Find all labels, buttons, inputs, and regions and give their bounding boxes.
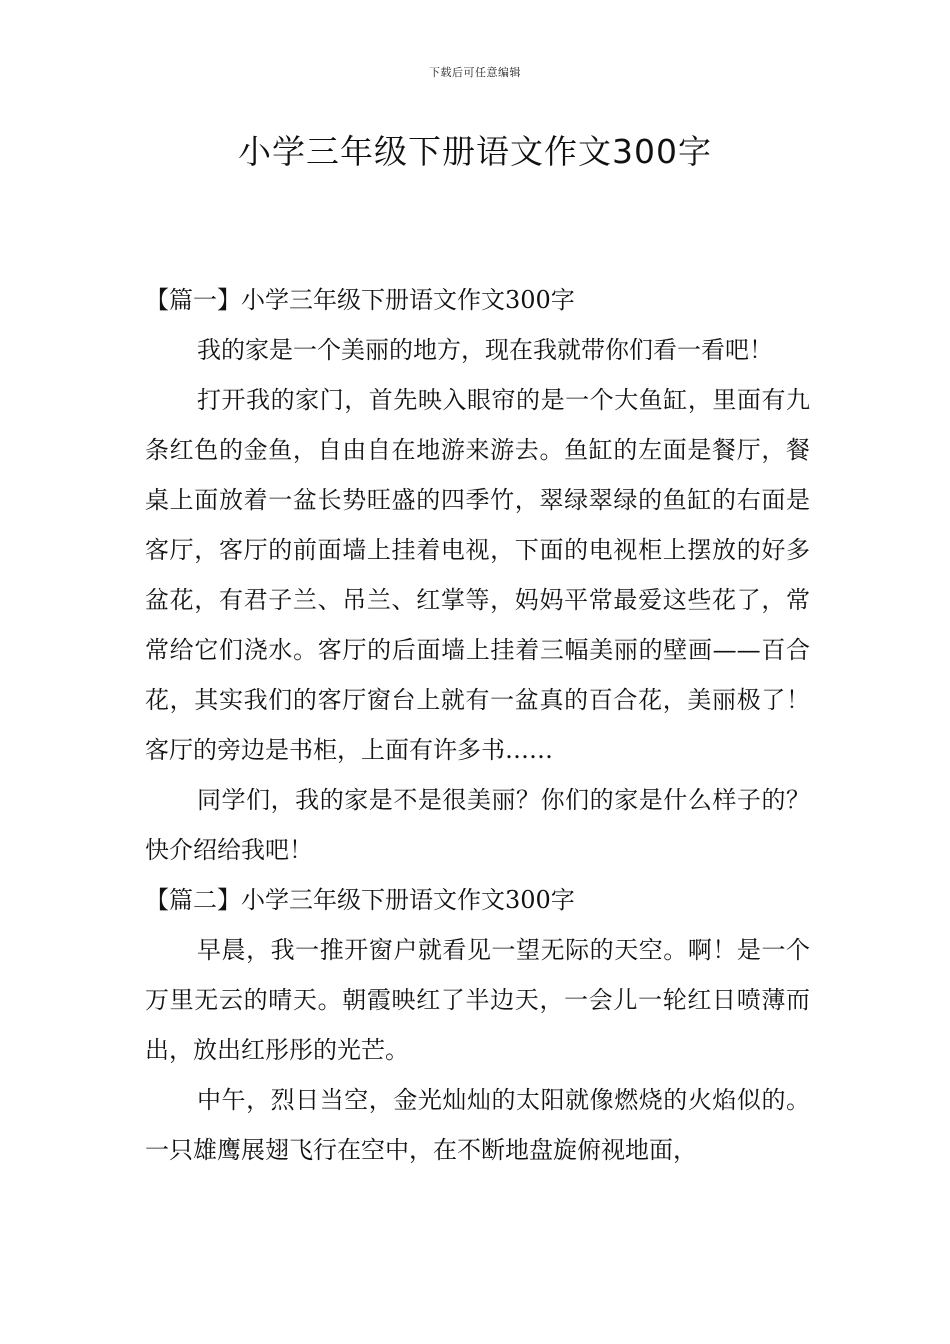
article-body bbox=[145, 275, 810, 1175]
header-note: 下载后可任意编辑 bbox=[429, 66, 521, 79]
section-heading-1: 【篇一】小学三年级下册语文作文300字 bbox=[145, 286, 575, 314]
paragraph: 我的家是一个美丽的地方，现在我就带你们看一看吧！ bbox=[197, 336, 773, 364]
paragraph: 中午，烈日当空，金光灿灿的太阳就像燃烧的火焰似的。一只雄鹰展翅飞行在空中，在不断地盘旋俯视地面， bbox=[145, 1086, 810, 1164]
section-heading-2: 【篇二】小学三年级下册语文作文300字 bbox=[145, 886, 575, 914]
paragraph: 打开我的家门，首先映入眼帘的是一个大鱼缸，里面有九条红色的金鱼，自由自在地游来游去。鱼缸的左面是餐厅，餐桌上面放着一盆长势旺盛的四季竹，翠绿翠绿的鱼缸的右面是客厅，客厅的前面墙上挂着电视，下面的电视柜上摆放的好多盆花，有君子兰、吊兰、红掌等，妈妈平常最爱这些花了，常常给它们浇水。客厅的后面墙上挂着三幅美丽的壁画——百合花，其实我们的客厅窗台上就有一盆真的百合花，美丽极了！客厅的旁边是书柜，上面有许多书…… bbox=[145, 386, 810, 764]
paragraph: 早晨，我一推开窗户就看见一望无际的天空。啊！是一个万里无云的晴天。朝霞映红了半边天，一会儿一轮红日喷薄而出，放出红彤彤的光芒。 bbox=[145, 936, 810, 1064]
page-title: 小学三年级下册语文作文300字 bbox=[238, 132, 712, 171]
paragraph: 同学们，我的家是不是很美丽？你们的家是什么样子的？快介绍给我吧！ bbox=[145, 786, 810, 864]
